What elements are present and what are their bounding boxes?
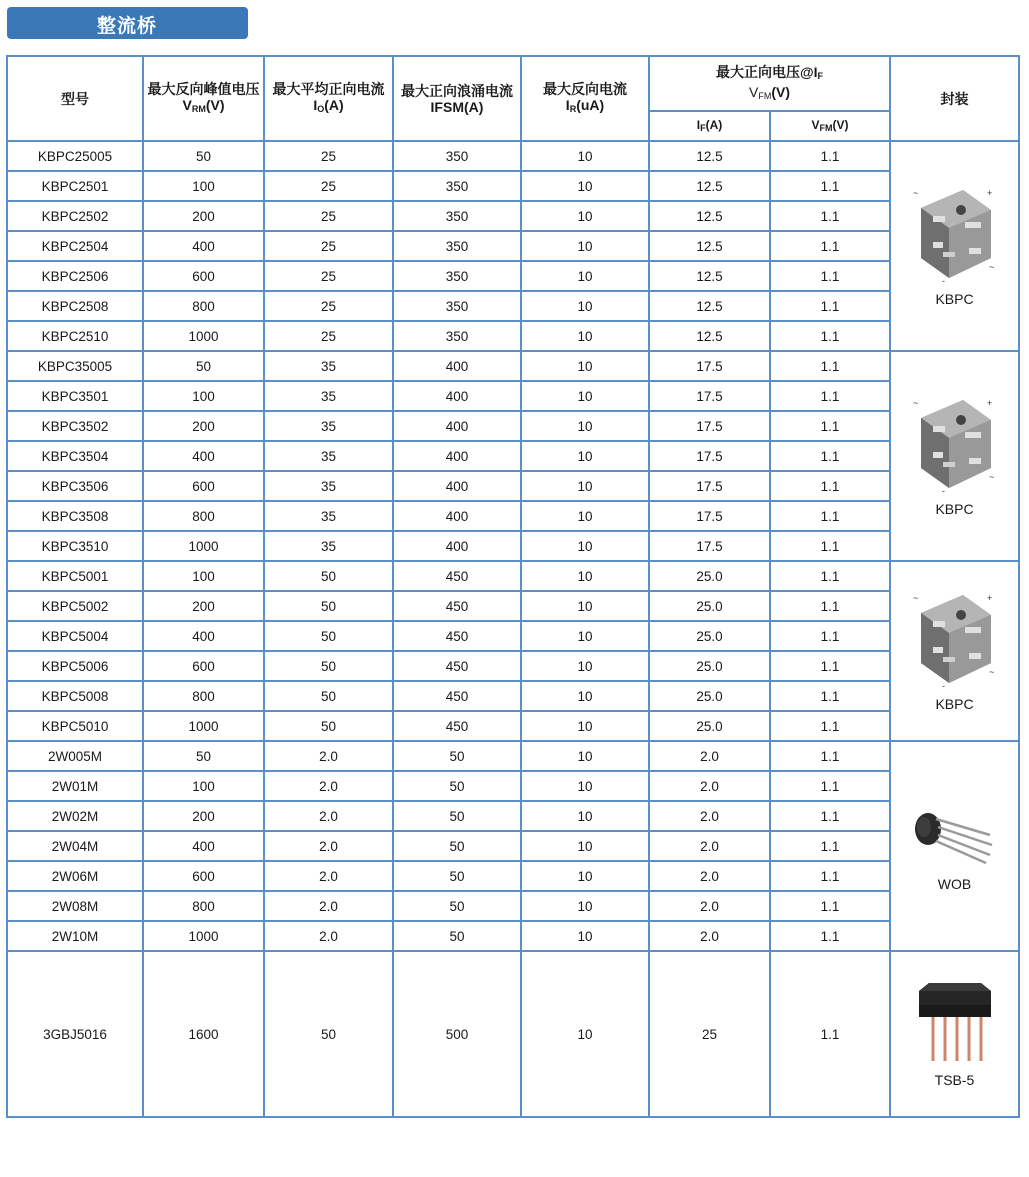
io-cell: 2.0 <box>264 921 393 951</box>
vfm-cell: 1.1 <box>770 261 890 291</box>
pin-minus-label: - <box>941 485 945 496</box>
if-cell: 12.5 <box>649 231 770 261</box>
io-cell: 35 <box>264 531 393 561</box>
table-row <box>7 711 1019 741</box>
model-cell: KBPC25005 <box>7 141 143 171</box>
ir-cell: 10 <box>521 381 649 411</box>
pin-minus-label: - <box>941 680 945 691</box>
vrm-cell: 400 <box>143 231 264 261</box>
model-cell: KBPC5002 <box>7 591 143 621</box>
io-cell: 35 <box>264 441 393 471</box>
vrm-cell: 600 <box>143 261 264 291</box>
model-cell: KBPC3506 <box>7 471 143 501</box>
io-cell: 2.0 <box>264 801 393 831</box>
ir-cell: 10 <box>521 621 649 651</box>
pin-plus-label: + <box>986 592 992 603</box>
model-cell: KBPC5010 <box>7 711 143 741</box>
ir-cell: 10 <box>521 171 649 201</box>
rectifier-bridge-table <box>6 55 1020 1118</box>
if-cell: 17.5 <box>649 531 770 561</box>
ir-cell: 10 <box>521 741 649 771</box>
vfm-cell: 1.1 <box>770 441 890 471</box>
header-if-col: $I_F(A)$ <box>649 111 770 141</box>
if-cell: 2.0 <box>649 801 770 831</box>
table-row <box>7 261 1019 291</box>
io-cell: 25 <box>264 231 393 261</box>
ifsm-cell: 400 <box>393 411 521 441</box>
model-cell: 2W005M <box>7 741 143 771</box>
ifsm-cell: 350 <box>393 171 521 201</box>
table-row <box>7 231 1019 261</box>
if-cell: 25.0 <box>649 711 770 741</box>
vfm-cell: 1.1 <box>770 171 890 201</box>
table-row <box>7 321 1019 351</box>
if-cell: 17.5 <box>649 471 770 501</box>
io-cell: 2.0 <box>264 771 393 801</box>
vrm-cell: 50 <box>143 741 264 771</box>
model-cell: KBPC3508 <box>7 501 143 531</box>
vrm-cell: 200 <box>143 201 264 231</box>
pin-plus-label: + <box>986 397 992 408</box>
if-cell: 12.5 <box>649 201 770 231</box>
vrm-cell: 600 <box>143 861 264 891</box>
vfm-cell: 1.1 <box>770 621 890 651</box>
ifsm-cell: 50 <box>393 861 521 891</box>
ifsm-cell: 450 <box>393 681 521 711</box>
wob-package-icon <box>910 801 1000 871</box>
vfm-cell: 1.1 <box>770 141 890 171</box>
ifsm-cell: 350 <box>393 141 521 171</box>
vrm-cell: 600 <box>143 651 264 681</box>
vrm-cell: 1600 <box>143 951 264 1117</box>
table-row <box>7 771 1019 801</box>
ifsm-cell: 400 <box>393 531 521 561</box>
ifsm-cell: 50 <box>393 831 521 861</box>
model-cell: 2W06M <box>7 861 143 891</box>
if-cell: 17.5 <box>649 411 770 441</box>
table-row <box>7 591 1019 621</box>
ir-cell: 10 <box>521 951 649 1117</box>
pin-ac-label-2: ~ <box>988 666 994 677</box>
package-cell <box>890 561 1019 741</box>
ir-cell: 10 <box>521 411 649 441</box>
vfm-cell: 1.1 <box>770 411 890 441</box>
ifsm-cell: 350 <box>393 201 521 231</box>
vrm-cell: 600 <box>143 471 264 501</box>
vfm-cell: 1.1 <box>770 651 890 681</box>
ifsm-cell: 450 <box>393 621 521 651</box>
model-cell: KBPC2504 <box>7 231 143 261</box>
ir-cell: 10 <box>521 321 649 351</box>
ir-cell: 10 <box>521 291 649 321</box>
ifsm-cell: 350 <box>393 291 521 321</box>
io-cell: 2.0 <box>264 741 393 771</box>
vfm-cell: 1.1 <box>770 891 890 921</box>
ir-cell: 10 <box>521 141 649 171</box>
io-cell: 35 <box>264 381 393 411</box>
model-cell: KBPC2501 <box>7 171 143 201</box>
model-cell: KBPC5008 <box>7 681 143 711</box>
io-cell: 2.0 <box>264 891 393 921</box>
package-cell <box>890 351 1019 561</box>
pin-ac-label-2: ~ <box>988 471 994 482</box>
if-cell: 17.5 <box>649 501 770 531</box>
ir-cell: 10 <box>521 591 649 621</box>
table-row <box>7 651 1019 681</box>
vfm-cell: 1.1 <box>770 531 890 561</box>
vfm-cell: 1.1 <box>770 711 890 741</box>
tsb5-package-icon <box>913 981 997 1067</box>
ifsm-cell: 400 <box>393 501 521 531</box>
package-label: KBPC <box>935 500 974 517</box>
if-cell: 25.0 <box>649 681 770 711</box>
if-cell: 2.0 <box>649 861 770 891</box>
package-label: TSB-5 <box>934 1071 975 1088</box>
io-cell: 50 <box>264 621 393 651</box>
model-cell: KBPC3502 <box>7 411 143 441</box>
ir-cell: 10 <box>521 471 649 501</box>
pin-ac-label-2: ~ <box>988 261 994 272</box>
vfm-cell: 1.1 <box>770 861 890 891</box>
if-cell: 25.0 <box>649 651 770 681</box>
table-row <box>7 861 1019 891</box>
kbpc-package-icon <box>907 591 1003 691</box>
model-cell: KBPC2506 <box>7 261 143 291</box>
ifsm-cell: 350 <box>393 261 521 291</box>
model-cell: 2W01M <box>7 771 143 801</box>
ir-cell: 10 <box>521 531 649 561</box>
ir-cell: 10 <box>521 561 649 591</box>
header-ir: 最大反向电流 $I_R(uA)$ <box>521 56 649 141</box>
ir-cell: 10 <box>521 651 649 681</box>
header-vrm: 最大反向峰值电压 $V_{RM}(V)$ <box>143 56 264 141</box>
vrm-cell: 800 <box>143 501 264 531</box>
header-vfm-col: $V_{FM}(V)$ <box>770 111 890 141</box>
ifsm-cell: 50 <box>393 741 521 771</box>
vrm-cell: 400 <box>143 831 264 861</box>
vrm-cell: 1000 <box>143 531 264 561</box>
vrm-cell: 800 <box>143 681 264 711</box>
io-cell: 25 <box>264 261 393 291</box>
vrm-cell: 400 <box>143 621 264 651</box>
pin-minus-label: - <box>941 275 945 286</box>
io-cell: 25 <box>264 291 393 321</box>
ir-cell: 10 <box>521 801 649 831</box>
io-cell: 35 <box>264 501 393 531</box>
io-cell: 2.0 <box>264 831 393 861</box>
io-cell: 50 <box>264 561 393 591</box>
ifsm-cell: 50 <box>393 891 521 921</box>
ifsm-cell: 350 <box>393 321 521 351</box>
ir-cell: 10 <box>521 351 649 381</box>
ifsm-cell: 50 <box>393 801 521 831</box>
pin-ac-label: ~ <box>912 187 918 198</box>
ir-cell: 10 <box>521 771 649 801</box>
if-cell: 17.5 <box>649 441 770 471</box>
ifsm-cell: 450 <box>393 711 521 741</box>
vfm-cell: 1.1 <box>770 921 890 951</box>
table-row <box>7 411 1019 441</box>
vrm-cell: 800 <box>143 891 264 921</box>
model-cell: KBPC3501 <box>7 381 143 411</box>
table-row <box>7 801 1019 831</box>
header-io: 最大平均正向电流 $I_O(A)$ <box>264 56 393 141</box>
ifsm-cell: 400 <box>393 351 521 381</box>
kbpc-package-icon <box>907 186 1003 286</box>
model-cell: KBPC2502 <box>7 201 143 231</box>
io-cell: 35 <box>264 351 393 381</box>
ifsm-cell: 50 <box>393 921 521 951</box>
model-cell: 3GBJ5016 <box>7 951 143 1117</box>
table-row <box>7 201 1019 231</box>
vrm-cell: 200 <box>143 801 264 831</box>
vfm-cell: 1.1 <box>770 591 890 621</box>
table-row <box>7 291 1019 321</box>
io-cell: 35 <box>264 411 393 441</box>
ir-cell: 10 <box>521 201 649 231</box>
if-cell: 2.0 <box>649 921 770 951</box>
io-cell: 50 <box>264 711 393 741</box>
vrm-cell: 200 <box>143 591 264 621</box>
vfm-cell: 1.1 <box>770 561 890 591</box>
if-cell: 2.0 <box>649 741 770 771</box>
vrm-cell: 100 <box>143 771 264 801</box>
if-cell: 12.5 <box>649 261 770 291</box>
ir-cell: 10 <box>521 441 649 471</box>
ifsm-cell: 400 <box>393 471 521 501</box>
io-cell: 25 <box>264 201 393 231</box>
header-model: 型号 <box>7 56 143 141</box>
vfm-cell: 1.1 <box>770 231 890 261</box>
section-title: 整流桥 <box>7 7 248 39</box>
io-cell: 25 <box>264 321 393 351</box>
vfm-cell: 1.1 <box>770 501 890 531</box>
table-row <box>7 501 1019 531</box>
table-row <box>7 891 1019 921</box>
model-cell: 2W02M <box>7 801 143 831</box>
io-cell: 25 <box>264 141 393 171</box>
ifsm-cell: 50 <box>393 771 521 801</box>
package-label: KBPC <box>935 290 974 307</box>
if-cell: 2.0 <box>649 831 770 861</box>
vfm-cell: 1.1 <box>770 351 890 381</box>
model-cell: 2W08M <box>7 891 143 921</box>
table-row <box>7 171 1019 201</box>
io-cell: 2.0 <box>264 861 393 891</box>
io-cell: 50 <box>264 951 393 1117</box>
model-cell: 2W04M <box>7 831 143 861</box>
ir-cell: 10 <box>521 231 649 261</box>
ifsm-cell: 500 <box>393 951 521 1117</box>
vfm-cell: 1.1 <box>770 801 890 831</box>
vfm-cell: 1.1 <box>770 381 890 411</box>
vfm-cell: 1.1 <box>770 771 890 801</box>
if-cell: 25.0 <box>649 621 770 651</box>
table-row <box>7 441 1019 471</box>
vfm-cell: 1.1 <box>770 951 890 1117</box>
io-cell: 50 <box>264 591 393 621</box>
vfm-cell: 1.1 <box>770 741 890 771</box>
model-cell: KBPC5004 <box>7 621 143 651</box>
header-vfm: 最大正向电压$@I_F$ $V_{FM}(V)$ <box>649 56 890 111</box>
vrm-cell: 1000 <box>143 321 264 351</box>
ir-cell: 10 <box>521 681 649 711</box>
ir-cell: 10 <box>521 831 649 861</box>
vrm-cell: 1000 <box>143 711 264 741</box>
vrm-cell: 800 <box>143 291 264 321</box>
pin-plus-label: + <box>986 187 992 198</box>
ifsm-cell: 400 <box>393 441 521 471</box>
model-cell: KBPC5006 <box>7 651 143 681</box>
table-row <box>7 831 1019 861</box>
ir-cell: 10 <box>521 711 649 741</box>
vfm-cell: 1.1 <box>770 321 890 351</box>
table-row <box>7 741 1019 771</box>
package-label: WOB <box>937 875 972 892</box>
model-cell: KBPC3510 <box>7 531 143 561</box>
table-row <box>7 141 1019 171</box>
package-cell <box>890 741 1019 951</box>
vfm-cell: 1.1 <box>770 831 890 861</box>
ir-cell: 10 <box>521 891 649 921</box>
package-label: KBPC <box>935 695 974 712</box>
if-cell: 12.5 <box>649 291 770 321</box>
if-cell: 25.0 <box>649 591 770 621</box>
vfm-cell: 1.1 <box>770 681 890 711</box>
table-row <box>7 561 1019 591</box>
if-cell: 12.5 <box>649 171 770 201</box>
ir-cell: 10 <box>521 921 649 951</box>
model-cell: KBPC2510 <box>7 321 143 351</box>
model-cell: 2W10M <box>7 921 143 951</box>
model-cell: KBPC3504 <box>7 441 143 471</box>
ifsm-cell: 450 <box>393 561 521 591</box>
vrm-cell: 200 <box>143 411 264 441</box>
model-cell: KBPC35005 <box>7 351 143 381</box>
if-cell: 2.0 <box>649 891 770 921</box>
package-cell <box>890 141 1019 351</box>
table-row <box>7 351 1019 381</box>
pin-ac-label: ~ <box>912 397 918 408</box>
ifsm-cell: 350 <box>393 231 521 261</box>
table-row <box>7 951 1019 1117</box>
header-ifsm: 最大正向浪涌电流 IFSM(A) <box>393 56 521 141</box>
vrm-cell: 100 <box>143 381 264 411</box>
if-cell: 2.0 <box>649 771 770 801</box>
io-cell: 50 <box>264 681 393 711</box>
io-cell: 50 <box>264 651 393 681</box>
if-cell: 17.5 <box>649 381 770 411</box>
kbpc-package-icon <box>907 396 1003 496</box>
vrm-cell: 400 <box>143 441 264 471</box>
package-cell <box>890 951 1019 1117</box>
ifsm-cell: 450 <box>393 651 521 681</box>
table-row <box>7 681 1019 711</box>
ir-cell: 10 <box>521 501 649 531</box>
vrm-cell: 50 <box>143 351 264 381</box>
if-cell: 12.5 <box>649 141 770 171</box>
table-row <box>7 621 1019 651</box>
model-cell: KBPC2508 <box>7 291 143 321</box>
vrm-cell: 100 <box>143 171 264 201</box>
ir-cell: 10 <box>521 861 649 891</box>
table-row <box>7 381 1019 411</box>
pin-ac-label: ~ <box>912 592 918 603</box>
model-cell: KBPC5001 <box>7 561 143 591</box>
if-cell: 17.5 <box>649 351 770 381</box>
header-package: 封装 <box>890 56 1019 141</box>
if-cell: 12.5 <box>649 321 770 351</box>
io-cell: 25 <box>264 171 393 201</box>
ifsm-cell: 400 <box>393 381 521 411</box>
vfm-cell: 1.1 <box>770 201 890 231</box>
ir-cell: 10 <box>521 261 649 291</box>
if-cell: 25.0 <box>649 561 770 591</box>
if-cell: 25 <box>649 951 770 1117</box>
ifsm-cell: 450 <box>393 591 521 621</box>
vfm-cell: 1.1 <box>770 471 890 501</box>
table-row <box>7 921 1019 951</box>
table-row <box>7 531 1019 561</box>
vfm-cell: 1.1 <box>770 291 890 321</box>
vrm-cell: 50 <box>143 141 264 171</box>
vrm-cell: 100 <box>143 561 264 591</box>
vrm-cell: 1000 <box>143 921 264 951</box>
io-cell: 35 <box>264 471 393 501</box>
table-row <box>7 471 1019 501</box>
